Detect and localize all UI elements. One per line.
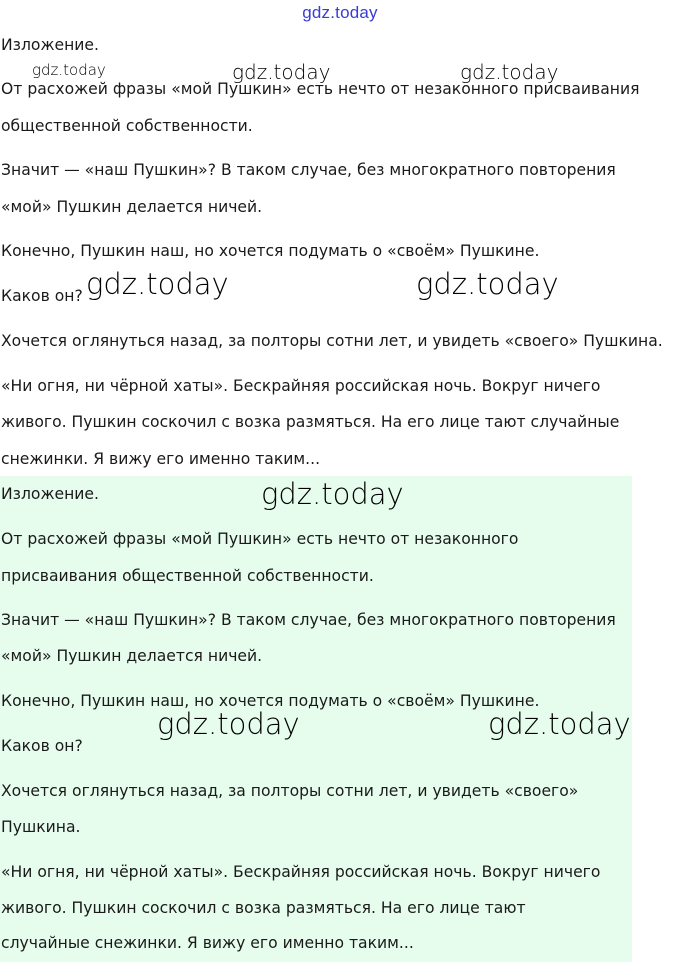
site-link[interactable]: gdz.today [302, 3, 378, 22]
watermark: gdz.today [261, 477, 404, 511]
text-line: Хочется оглянуться назад, за полторы сотни лет, и увидеть «своего» Пушкина. [1, 332, 663, 350]
watermark: gdz.today [416, 267, 559, 301]
watermark: gdz.today [32, 61, 106, 79]
text-line: От расхожей фразы «мой Пушкин» есть нечто от незаконного [1, 530, 519, 548]
text-line: Изложение. [1, 36, 99, 54]
text-line: Каков он? [1, 737, 83, 755]
text-line: Пушкина. [1, 818, 81, 836]
text-line: От расхожей фразы «мой Пушкин» есть нечто от незаконного присваивания [1, 80, 640, 98]
text-line: «Ни огня, ни чёрной хаты». Бескрайняя российская ночь. Вокруг ничего [1, 377, 601, 395]
text-line: Значит — «наш Пушкин»? В таком случае, без многократного повторения [1, 611, 616, 629]
text-line: случайные снежинки. Я вижу его именно таким... [1, 934, 414, 952]
text-line: живого. Пушкин соскочил с возка размяться. На его лице тают [1, 899, 526, 917]
text-line: Хочется оглянуться назад, за полторы сотни лет, и увидеть «своего» [1, 782, 579, 800]
text-line: «мой» Пушкин делается ничей. [1, 647, 263, 665]
text-line: присваивания общественной собственности. [1, 567, 374, 585]
text-line: Изложение. [1, 485, 99, 503]
watermark: gdz.today [86, 267, 229, 301]
text-line: «мой» Пушкин делается ничей. [1, 198, 263, 216]
watermark: gdz.today [488, 707, 631, 741]
text-line: Конечно, Пушкин наш, но хочется подумать о «своём» Пушкине. [1, 692, 540, 710]
text-line: «Ни огня, ни чёрной хаты». Бескрайняя российская ночь. Вокруг ничего [1, 863, 601, 881]
text-line: общественной собственности. [1, 117, 253, 135]
watermark: gdz.today [232, 60, 331, 84]
watermark: gdz.today [157, 707, 300, 741]
text-line: живого. Пушкин соскочил с возка размяться. На его лице тают случайные [1, 413, 620, 431]
text-line: Каков он? [1, 287, 83, 305]
text-line: Значит — «наш Пушкин»? В таком случае, без многократного повторения [1, 161, 616, 179]
text-line: снежинки. Я вижу его именно таким... [1, 450, 321, 468]
text-line: Конечно, Пушкин наш, но хочется подумать о «своём» Пушкине. [1, 242, 540, 260]
watermark: gdz.today [460, 60, 559, 84]
